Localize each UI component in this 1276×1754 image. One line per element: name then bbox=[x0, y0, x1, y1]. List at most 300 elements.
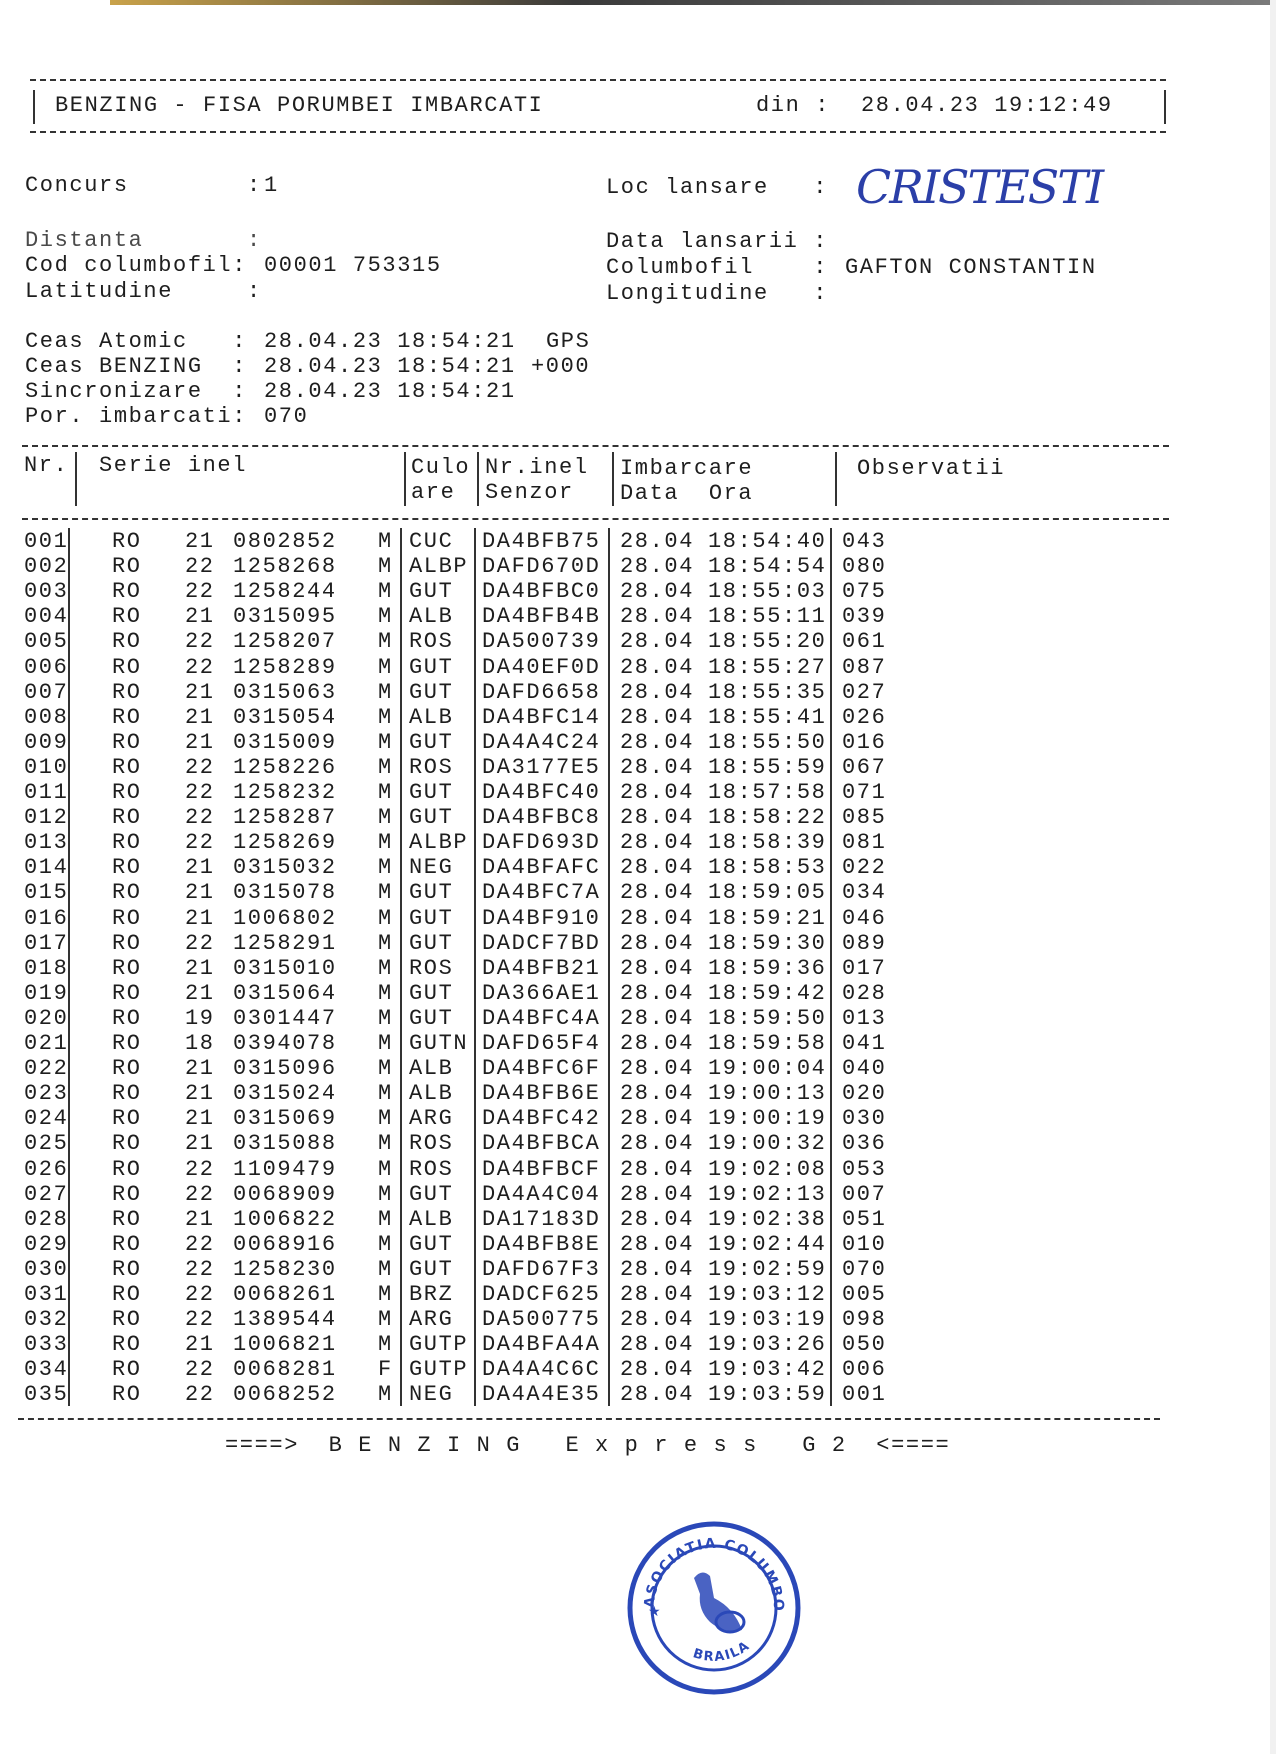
table-row bbox=[0, 1082, 1276, 1107]
row-country: RO bbox=[112, 754, 142, 780]
row-country: RO bbox=[112, 654, 142, 680]
columbofil-label: Columbofil : bbox=[606, 255, 829, 280]
row-sensor-id: DA4BFB6E bbox=[482, 1081, 601, 1107]
row-sensor-id: DA4BFB8E bbox=[482, 1231, 601, 1257]
row-date: 28.04 bbox=[620, 679, 695, 705]
table-row bbox=[0, 1383, 1276, 1408]
row-country: RO bbox=[112, 579, 142, 605]
row-number: 016 bbox=[24, 905, 69, 931]
row-year: 22 bbox=[185, 930, 215, 956]
row-country: RO bbox=[112, 1357, 142, 1383]
row-color: ROS bbox=[409, 754, 454, 780]
row-ring-number: 1258268 bbox=[233, 554, 337, 580]
row-date: 28.04 bbox=[620, 1332, 695, 1358]
row-date: 28.04 bbox=[620, 554, 695, 580]
concurs-value: 1 bbox=[264, 173, 279, 198]
row-country: RO bbox=[112, 529, 142, 554]
table-row bbox=[0, 1032, 1276, 1057]
row-time: 18:59:58 bbox=[708, 1031, 827, 1056]
row-color: NEG bbox=[409, 1382, 454, 1408]
row-color: GUT bbox=[409, 729, 454, 755]
row-country: RO bbox=[112, 704, 142, 730]
row-time: 19:00:19 bbox=[708, 1106, 827, 1132]
row-country: RO bbox=[112, 1307, 142, 1333]
table-row bbox=[0, 1333, 1276, 1358]
row-date: 28.04 bbox=[620, 1256, 695, 1282]
row-number: 010 bbox=[24, 754, 69, 780]
row-time: 18:58:22 bbox=[708, 805, 827, 831]
row-year: 21 bbox=[185, 529, 215, 554]
row-observatii: 075 bbox=[842, 579, 887, 605]
row-time: 19:02:38 bbox=[708, 1206, 827, 1232]
header-divider-senzor bbox=[612, 452, 614, 506]
distanta-label: Distanta : bbox=[25, 228, 262, 253]
row-date: 28.04 bbox=[620, 604, 695, 630]
row-color: BRZ bbox=[409, 1282, 454, 1307]
row-observatii: 085 bbox=[842, 805, 887, 831]
table-row bbox=[0, 605, 1276, 630]
row-sex: M bbox=[378, 1181, 393, 1207]
row-year: 22 bbox=[185, 1231, 215, 1257]
row-year: 22 bbox=[185, 554, 215, 580]
row-time: 18:55:41 bbox=[708, 704, 827, 730]
row-time: 19:02:59 bbox=[708, 1256, 827, 1282]
row-observatii: 022 bbox=[842, 855, 887, 881]
row-color: CUC bbox=[409, 529, 454, 554]
row-sensor-id: DA4BFB75 bbox=[482, 529, 601, 554]
row-observatii: 071 bbox=[842, 780, 887, 805]
concurs-label: Concurs : bbox=[25, 173, 262, 198]
row-number: 012 bbox=[24, 805, 69, 831]
row-number: 020 bbox=[24, 1005, 69, 1031]
row-time: 18:55:03 bbox=[708, 579, 827, 605]
row-observatii: 070 bbox=[842, 1256, 887, 1282]
row-sex: M bbox=[378, 905, 393, 931]
row-sensor-id: DA4BFC4A bbox=[482, 1005, 601, 1031]
row-date: 28.04 bbox=[620, 1005, 695, 1031]
table-row bbox=[0, 1258, 1276, 1283]
row-sensor-id: DA4BFBCF bbox=[482, 1156, 601, 1182]
row-time: 19:02:13 bbox=[708, 1181, 827, 1207]
row-ring-number: 0315095 bbox=[233, 604, 337, 630]
row-year: 22 bbox=[185, 830, 215, 856]
row-country: RO bbox=[112, 855, 142, 881]
sincronizare-label: Sincronizare : bbox=[25, 379, 248, 404]
row-year: 22 bbox=[185, 1382, 215, 1408]
row-ring-number: 1258244 bbox=[233, 579, 337, 605]
row-color: GUTN bbox=[409, 1031, 469, 1056]
row-sensor-id: DADCF7BD bbox=[482, 930, 601, 956]
table-row bbox=[0, 630, 1276, 655]
row-ring-number: 0315069 bbox=[233, 1106, 337, 1132]
table-row bbox=[0, 555, 1276, 580]
row-date: 28.04 bbox=[620, 780, 695, 805]
row-year: 21 bbox=[185, 855, 215, 881]
row-number: 027 bbox=[24, 1181, 69, 1207]
row-sex: M bbox=[378, 1382, 393, 1408]
table-row bbox=[0, 1183, 1276, 1208]
row-observatii: 026 bbox=[842, 704, 887, 730]
row-sex: M bbox=[378, 1056, 393, 1082]
body-divider-senzor bbox=[608, 528, 610, 1406]
row-date: 28.04 bbox=[620, 830, 695, 856]
row-observatii: 013 bbox=[842, 1005, 887, 1031]
row-date: 28.04 bbox=[620, 1056, 695, 1082]
row-number: 007 bbox=[24, 679, 69, 705]
row-time: 19:02:08 bbox=[708, 1156, 827, 1182]
row-observatii: 006 bbox=[842, 1357, 887, 1383]
row-country: RO bbox=[112, 1282, 142, 1307]
row-year: 21 bbox=[185, 679, 215, 705]
row-year: 22 bbox=[185, 629, 215, 655]
table-row bbox=[0, 1233, 1276, 1258]
row-time: 18:54:40 bbox=[708, 529, 827, 554]
row-year: 22 bbox=[185, 780, 215, 805]
row-year: 21 bbox=[185, 905, 215, 931]
header-bottom-rule bbox=[30, 131, 1166, 133]
header-top-rule bbox=[30, 79, 1166, 81]
row-sex: M bbox=[378, 654, 393, 680]
row-number: 004 bbox=[24, 604, 69, 630]
row-sensor-id: DA4BFBC0 bbox=[482, 579, 601, 605]
row-sensor-id: DA4A4C04 bbox=[482, 1181, 601, 1207]
row-time: 18:55:20 bbox=[708, 629, 827, 655]
row-country: RO bbox=[112, 830, 142, 856]
row-date: 28.04 bbox=[620, 1156, 695, 1182]
row-observatii: 061 bbox=[842, 629, 887, 655]
row-year: 22 bbox=[185, 1282, 215, 1307]
row-sensor-id: DA17183D bbox=[482, 1206, 601, 1232]
row-year: 22 bbox=[185, 1357, 215, 1383]
table-row bbox=[0, 831, 1276, 856]
row-date: 28.04 bbox=[620, 1307, 695, 1333]
row-year: 19 bbox=[185, 1005, 215, 1031]
row-sensor-id: DA4BFBCA bbox=[482, 1131, 601, 1157]
stamp-seal-icon bbox=[624, 1518, 804, 1698]
row-ring-number: 0315088 bbox=[233, 1131, 337, 1157]
row-number: 029 bbox=[24, 1231, 69, 1257]
row-time: 19:03:59 bbox=[708, 1382, 827, 1408]
table-row bbox=[0, 881, 1276, 906]
svg-text:★: ★ bbox=[648, 1604, 661, 1620]
row-observatii: 005 bbox=[842, 1282, 887, 1307]
row-sex: M bbox=[378, 529, 393, 554]
row-time: 18:59:42 bbox=[708, 980, 827, 1006]
row-year: 22 bbox=[185, 1307, 215, 1333]
row-country: RO bbox=[112, 679, 142, 705]
document-title: BENZING - FISA PORUMBEI IMBARCATI bbox=[55, 93, 544, 118]
row-ring-number: 0394078 bbox=[233, 1031, 337, 1056]
row-ring-number: 1109479 bbox=[233, 1156, 337, 1182]
row-number: 034 bbox=[24, 1357, 69, 1383]
row-country: RO bbox=[112, 1031, 142, 1056]
row-time: 19:00:13 bbox=[708, 1081, 827, 1107]
row-observatii: 041 bbox=[842, 1031, 887, 1056]
body-divider-imbarcare bbox=[830, 528, 832, 1406]
row-color: NEG bbox=[409, 855, 454, 881]
row-date: 28.04 bbox=[620, 629, 695, 655]
row-ring-number: 0315078 bbox=[233, 880, 337, 906]
table-header-top-rule bbox=[22, 445, 1169, 447]
column-header-nr: Nr. bbox=[24, 453, 69, 478]
row-ring-number: 1258226 bbox=[233, 754, 337, 780]
row-number: 017 bbox=[24, 930, 69, 956]
columbofil-value: GAFTON CONSTANTIN bbox=[845, 255, 1097, 280]
row-color: ARG bbox=[409, 1106, 454, 1132]
row-country: RO bbox=[112, 955, 142, 981]
row-year: 21 bbox=[185, 1106, 215, 1132]
row-observatii: 040 bbox=[842, 1056, 887, 1082]
row-sex: M bbox=[378, 1106, 393, 1132]
row-year: 22 bbox=[185, 1156, 215, 1182]
row-sensor-id: DADCF625 bbox=[482, 1282, 601, 1307]
row-ring-number: 1258289 bbox=[233, 654, 337, 680]
row-ring-number: 0068916 bbox=[233, 1231, 337, 1257]
row-observatii: 051 bbox=[842, 1206, 887, 1232]
table-row bbox=[0, 982, 1276, 1007]
row-color: GUT bbox=[409, 1181, 454, 1207]
row-country: RO bbox=[112, 1005, 142, 1031]
row-year: 22 bbox=[185, 654, 215, 680]
cod-columbofil-label: Cod columbofil: bbox=[25, 253, 248, 278]
row-date: 28.04 bbox=[620, 579, 695, 605]
row-number: 014 bbox=[24, 855, 69, 881]
row-color: ALBP bbox=[409, 554, 469, 580]
row-number: 031 bbox=[24, 1282, 69, 1307]
row-year: 21 bbox=[185, 1332, 215, 1358]
row-sensor-id: DA4A4C6C bbox=[482, 1357, 601, 1383]
row-number: 026 bbox=[24, 1156, 69, 1182]
row-color: GUT bbox=[409, 1231, 454, 1257]
row-country: RO bbox=[112, 1231, 142, 1257]
row-date: 28.04 bbox=[620, 905, 695, 931]
row-number: 011 bbox=[24, 780, 69, 805]
row-observatii: 034 bbox=[842, 880, 887, 906]
row-sensor-id: DA4BFC40 bbox=[482, 780, 601, 805]
row-number: 022 bbox=[24, 1056, 69, 1082]
table-row bbox=[0, 1007, 1276, 1032]
table-row bbox=[0, 706, 1276, 731]
row-time: 19:03:19 bbox=[708, 1307, 827, 1333]
longitudine-label: Longitudine : bbox=[606, 281, 829, 306]
column-header-nr-inel-1: Nr.inel bbox=[485, 455, 589, 480]
row-country: RO bbox=[112, 1156, 142, 1182]
cod-columbofil-value: 00001 753315 bbox=[264, 253, 442, 278]
row-sex: M bbox=[378, 579, 393, 605]
row-date: 28.04 bbox=[620, 1382, 695, 1408]
row-sensor-id: DA366AE1 bbox=[482, 980, 601, 1006]
row-country: RO bbox=[112, 1206, 142, 1232]
table-bottom-rule bbox=[18, 1418, 1160, 1420]
row-sex: M bbox=[378, 629, 393, 655]
row-ring-number: 0802852 bbox=[233, 529, 337, 554]
row-ring-number: 1258232 bbox=[233, 780, 337, 805]
row-date: 28.04 bbox=[620, 1231, 695, 1257]
row-date: 28.04 bbox=[620, 1081, 695, 1107]
row-year: 22 bbox=[185, 754, 215, 780]
column-header-nr-inel-2: Senzor bbox=[485, 480, 574, 505]
table-row bbox=[0, 1208, 1276, 1233]
ceas-benzing-value: 28.04.23 18:54:21 bbox=[264, 354, 516, 379]
row-year: 21 bbox=[185, 604, 215, 630]
row-sex: M bbox=[378, 955, 393, 981]
row-time: 18:54:54 bbox=[708, 554, 827, 580]
row-year: 21 bbox=[185, 704, 215, 730]
row-date: 28.04 bbox=[620, 1357, 695, 1383]
row-sensor-id: DA40EF0D bbox=[482, 654, 601, 680]
row-number: 028 bbox=[24, 1206, 69, 1232]
row-color: ALB bbox=[409, 1056, 454, 1082]
row-color: ROS bbox=[409, 1131, 454, 1157]
row-ring-number: 0315009 bbox=[233, 729, 337, 755]
row-sensor-id: DAFD67F3 bbox=[482, 1256, 601, 1282]
row-time: 18:55:35 bbox=[708, 679, 827, 705]
row-observatii: 039 bbox=[842, 604, 887, 630]
ceas-atomic-value: 28.04.23 18:54:21 bbox=[264, 329, 516, 354]
row-time: 18:55:59 bbox=[708, 754, 827, 780]
row-color: ALB bbox=[409, 704, 454, 730]
row-number: 025 bbox=[24, 1131, 69, 1157]
row-ring-number: 1389544 bbox=[233, 1307, 337, 1333]
row-color: ALB bbox=[409, 1081, 454, 1107]
row-ring-number: 1006802 bbox=[233, 905, 337, 931]
row-date: 28.04 bbox=[620, 980, 695, 1006]
row-ring-number: 0315010 bbox=[233, 955, 337, 981]
row-sex: M bbox=[378, 679, 393, 705]
ceas-benzing-offset: +000 bbox=[531, 354, 591, 379]
row-ring-number: 0068281 bbox=[233, 1357, 337, 1383]
row-number: 023 bbox=[24, 1081, 69, 1107]
row-time: 19:00:32 bbox=[708, 1131, 827, 1157]
row-color: ROS bbox=[409, 629, 454, 655]
table-row bbox=[0, 932, 1276, 957]
sincronizare-value: 28.04.23 18:54:21 bbox=[264, 379, 516, 404]
row-year: 21 bbox=[185, 880, 215, 906]
row-country: RO bbox=[112, 1081, 142, 1107]
row-color: GUTP bbox=[409, 1357, 469, 1383]
column-header-imbarcare-2: Data Ora bbox=[620, 481, 754, 506]
row-observatii: 016 bbox=[842, 729, 887, 755]
row-observatii: 087 bbox=[842, 654, 887, 680]
row-ring-number: 0068261 bbox=[233, 1282, 337, 1307]
row-color: GUT bbox=[409, 679, 454, 705]
row-ring-number: 1006821 bbox=[233, 1332, 337, 1358]
row-ring-number: 0068252 bbox=[233, 1382, 337, 1408]
footer-benzing-express: ====> B E N Z I N G E x p r e s s G 2 <==== bbox=[225, 1433, 951, 1458]
row-ring-number: 0301447 bbox=[233, 1005, 337, 1031]
row-color: GUT bbox=[409, 579, 454, 605]
row-observatii: 050 bbox=[842, 1332, 887, 1358]
row-country: RO bbox=[112, 1056, 142, 1082]
row-color: GUT bbox=[409, 905, 454, 931]
row-year: 21 bbox=[185, 955, 215, 981]
row-color: GUT bbox=[409, 654, 454, 680]
header-divider-imbarcare bbox=[835, 452, 837, 506]
row-observatii: 080 bbox=[842, 554, 887, 580]
row-date: 28.04 bbox=[620, 729, 695, 755]
row-country: RO bbox=[112, 1256, 142, 1282]
row-sensor-id: DA4BFA4A bbox=[482, 1332, 601, 1358]
row-ring-number: 1258291 bbox=[233, 930, 337, 956]
table-row bbox=[0, 1057, 1276, 1082]
row-sensor-id: DA4A4C24 bbox=[482, 729, 601, 755]
header-divider-nr bbox=[75, 452, 77, 506]
row-time: 18:59:05 bbox=[708, 880, 827, 906]
row-observatii: 001 bbox=[842, 1382, 887, 1408]
body-divider-culoare bbox=[474, 528, 476, 1406]
row-time: 18:59:36 bbox=[708, 955, 827, 981]
row-number: 019 bbox=[24, 980, 69, 1006]
row-year: 21 bbox=[185, 980, 215, 1006]
loc-lansare-label: Loc lansare : bbox=[606, 175, 829, 200]
header-left-border bbox=[33, 90, 35, 124]
row-country: RO bbox=[112, 1181, 142, 1207]
header-divider-culoare bbox=[477, 452, 479, 506]
row-number: 001 bbox=[24, 529, 69, 554]
row-number: 032 bbox=[24, 1307, 69, 1333]
row-year: 22 bbox=[185, 579, 215, 605]
row-date: 28.04 bbox=[620, 754, 695, 780]
row-sex: M bbox=[378, 805, 393, 831]
row-sex: M bbox=[378, 704, 393, 730]
row-time: 18:55:27 bbox=[708, 654, 827, 680]
scan-edge-top bbox=[110, 0, 1270, 5]
row-sex: M bbox=[378, 1332, 393, 1358]
row-color: ALBP bbox=[409, 830, 469, 856]
row-number: 009 bbox=[24, 729, 69, 755]
din-timestamp: 28.04.23 19:12:49 bbox=[861, 93, 1113, 118]
association-stamp bbox=[624, 1518, 804, 1698]
row-number: 021 bbox=[24, 1031, 69, 1056]
row-number: 018 bbox=[24, 955, 69, 981]
table-row bbox=[0, 656, 1276, 681]
table-row bbox=[0, 957, 1276, 982]
row-country: RO bbox=[112, 880, 142, 906]
row-number: 035 bbox=[24, 1382, 69, 1408]
row-time: 18:58:53 bbox=[708, 855, 827, 881]
row-color: ALB bbox=[409, 1206, 454, 1232]
row-time: 18:59:30 bbox=[708, 930, 827, 956]
row-date: 28.04 bbox=[620, 955, 695, 981]
row-ring-number: 0315063 bbox=[233, 679, 337, 705]
row-observatii: 098 bbox=[842, 1307, 887, 1333]
column-header-serie-inel: Serie inel bbox=[99, 453, 248, 478]
row-country: RO bbox=[112, 1131, 142, 1157]
table-row bbox=[0, 1132, 1276, 1157]
row-ring-number: 1258269 bbox=[233, 830, 337, 856]
row-sensor-id: DA3177E5 bbox=[482, 754, 601, 780]
row-sex: M bbox=[378, 855, 393, 881]
row-sex: M bbox=[378, 780, 393, 805]
stamp-top-text: ASOCIATIA COLUMBO bbox=[641, 1535, 787, 1613]
row-color: ALB bbox=[409, 604, 454, 630]
column-header-imbarcare-1: Imbarcare bbox=[620, 456, 754, 481]
row-sensor-id: DA4BFC6F bbox=[482, 1056, 601, 1082]
table-row bbox=[0, 756, 1276, 781]
row-sensor-id: DA4BFC14 bbox=[482, 704, 601, 730]
row-sensor-id: DA4BFB21 bbox=[482, 955, 601, 981]
row-ring-number: 0315096 bbox=[233, 1056, 337, 1082]
table-row bbox=[0, 681, 1276, 706]
row-color: GUT bbox=[409, 1256, 454, 1282]
row-observatii: 081 bbox=[842, 830, 887, 856]
row-time: 18:59:21 bbox=[708, 905, 827, 931]
row-time: 19:02:44 bbox=[708, 1231, 827, 1257]
row-date: 28.04 bbox=[620, 1282, 695, 1307]
row-number: 006 bbox=[24, 654, 69, 680]
row-number: 030 bbox=[24, 1256, 69, 1282]
row-date: 28.04 bbox=[620, 1131, 695, 1157]
